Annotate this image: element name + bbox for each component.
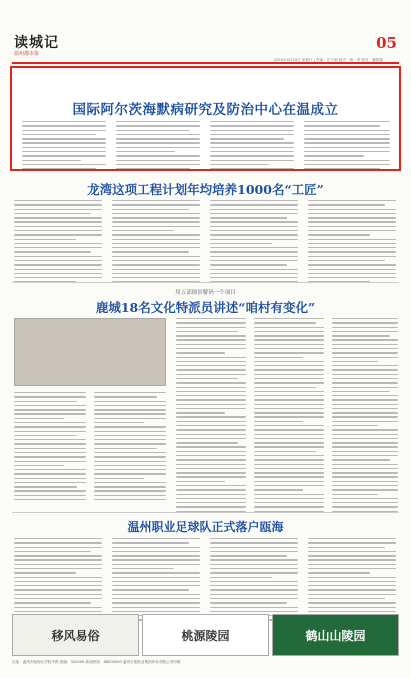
divider — [12, 282, 399, 283]
article-body-football — [14, 538, 102, 624]
lead-article-body — [22, 121, 106, 172]
article-body-lucheng — [14, 392, 86, 503]
article-photo-lucheng — [14, 318, 166, 386]
article-headline-longwan[interactable]: 龙湾这项工程计划年均培养1000名“工匠” — [87, 182, 324, 197]
lead-article[interactable] — [10, 66, 401, 171]
lead-article-headline[interactable]: 国际阿尔茨海默病研究及防治中心在温成立 — [72, 102, 339, 118]
ad-heshan-cemetery[interactable]: 鹤山山陵园 — [272, 614, 399, 656]
publication-info: 2025年4月20日 星期日 | 责编：汪子颖 版式：杨一苇 校对：戴晨露 — [273, 58, 383, 62]
page-number: 05 — [376, 34, 397, 52]
section-title: 读城记 — [14, 35, 59, 51]
header-rule — [12, 62, 399, 64]
advertisement-strip — [12, 614, 399, 656]
page-footer: 社址：温州市瓯海区学院中路 邮编：325000 新闻热线：88000000 温州日报报业集团印务有限公司印刷 — [12, 660, 181, 664]
section-subtitle: 温州都市报 — [14, 51, 40, 57]
article-kicker-lucheng: 用五部图景解码一个项目 — [175, 290, 236, 296]
article-headline-lucheng[interactable]: 鹿城18名文化特派员讲述“咱村有变化” — [95, 300, 316, 315]
ad-custom-reform[interactable]: 移风易俗 — [12, 614, 139, 656]
article-body-longwan — [14, 200, 102, 286]
article-headline-football[interactable]: 温州职业足球队正式落户瓯海 — [127, 520, 284, 534]
ad-taoyuan-cemetery[interactable]: 桃源陵园 — [142, 614, 269, 656]
